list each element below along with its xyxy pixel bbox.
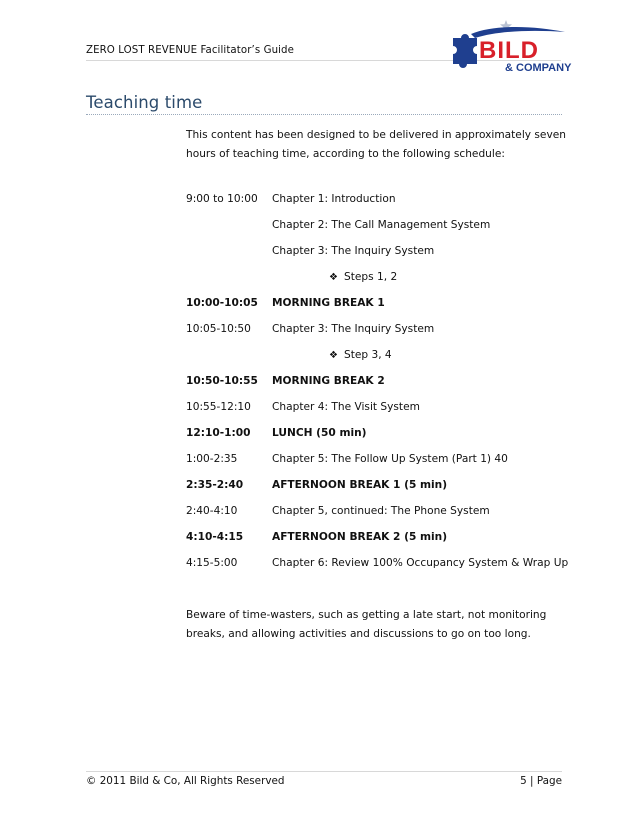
schedule-subrow <box>186 268 566 294</box>
footer-copyright: © 2011 Bild & Co, All Rights Reserved <box>86 775 285 787</box>
schedule-bullet-item <box>329 271 397 283</box>
schedule-time: 10:55-12:10 <box>186 401 251 413</box>
schedule-time: 4:10-4:15 <box>186 531 244 543</box>
schedule-time: 2:40-4:10 <box>186 505 238 517</box>
header-title: ZERO LOST REVENUE Facilitator’s Guide <box>86 45 294 56</box>
schedule-desc: AFTERNOON BREAK 1 (5 min) <box>272 479 448 491</box>
schedule-desc: LUNCH (50 min) <box>272 427 367 439</box>
schedule-time: 9:00 to 10:00 <box>186 193 258 205</box>
logo-subtext: & COMPANY <box>505 62 572 74</box>
schedule-desc: Step 3, 4 <box>343 349 392 361</box>
diamond-bullet-icon: ❖ <box>329 350 338 361</box>
closing-paragraph: Beware of time-wasters, such as getting a late start, not monitoring breaks, and allowing activities and discussions to go on too long. <box>186 609 547 640</box>
diamond-bullet-icon: ❖ <box>329 272 338 283</box>
schedule-row <box>186 242 566 268</box>
logo-puzzle-icon <box>453 34 477 68</box>
schedule-desc: Chapter 3: The Inquiry System <box>272 245 435 257</box>
schedule-row-break <box>186 424 566 450</box>
schedule-desc: Chapter 2: The Call Management System <box>272 219 491 231</box>
schedule-subrow <box>186 346 566 372</box>
section-divider <box>86 114 562 115</box>
schedule-desc: Chapter 3: The Inquiry System <box>272 323 435 335</box>
schedule-row <box>186 320 566 346</box>
schedule-row <box>186 502 566 528</box>
schedule-bullet-item <box>329 349 392 361</box>
schedule-row-break <box>186 476 566 502</box>
section-title: Teaching time <box>86 93 203 112</box>
intro-paragraph: This content has been designed to be delivered in approximately seven hours of teaching time, according to the following schedule: <box>186 129 566 160</box>
schedule-time: 10:05-10:50 <box>186 323 251 335</box>
schedule-desc: MORNING BREAK 1 <box>272 297 385 309</box>
schedule-row <box>186 216 566 242</box>
schedule-desc: Steps 1, 2 <box>343 271 398 283</box>
schedule-desc: MORNING BREAK 2 <box>272 375 385 387</box>
schedule-desc: Chapter 5: The Follow Up System (Part 1) 40 <box>272 453 508 465</box>
footer-divider <box>86 771 562 772</box>
schedule-time: 12:10-1:00 <box>186 427 251 439</box>
schedule-row-break <box>186 528 566 554</box>
schedule-desc: Chapter 5, continued: The Phone System <box>272 505 490 517</box>
schedule-row <box>186 554 569 580</box>
logo-wordmark: BILD <box>479 37 539 64</box>
schedule-desc: AFTERNOON BREAK 2 (5 min) <box>272 531 448 543</box>
schedule-row-break <box>186 372 566 398</box>
schedule-desc: Chapter 1: Introduction <box>272 193 396 205</box>
schedule-row-break <box>186 294 566 320</box>
schedule-time: 10:00-10:05 <box>186 297 258 309</box>
schedule-row <box>186 190 566 216</box>
bild-company-logo <box>445 18 575 76</box>
footer-page-number: 5 | Page <box>520 775 562 787</box>
schedule-row <box>186 398 566 424</box>
schedule-row <box>186 450 566 476</box>
schedule-time: 1:00-2:35 <box>186 453 238 465</box>
schedule-desc: Chapter 4: The Visit System <box>272 401 420 413</box>
schedule-table <box>186 190 569 580</box>
schedule-time: 10:50-10:55 <box>186 375 258 387</box>
schedule-desc: Chapter 6: Review 100% Occupancy System & Wrap Up <box>272 557 569 569</box>
schedule-time: 2:35-2:40 <box>186 479 244 491</box>
schedule-time: 4:15-5:00 <box>186 557 238 569</box>
